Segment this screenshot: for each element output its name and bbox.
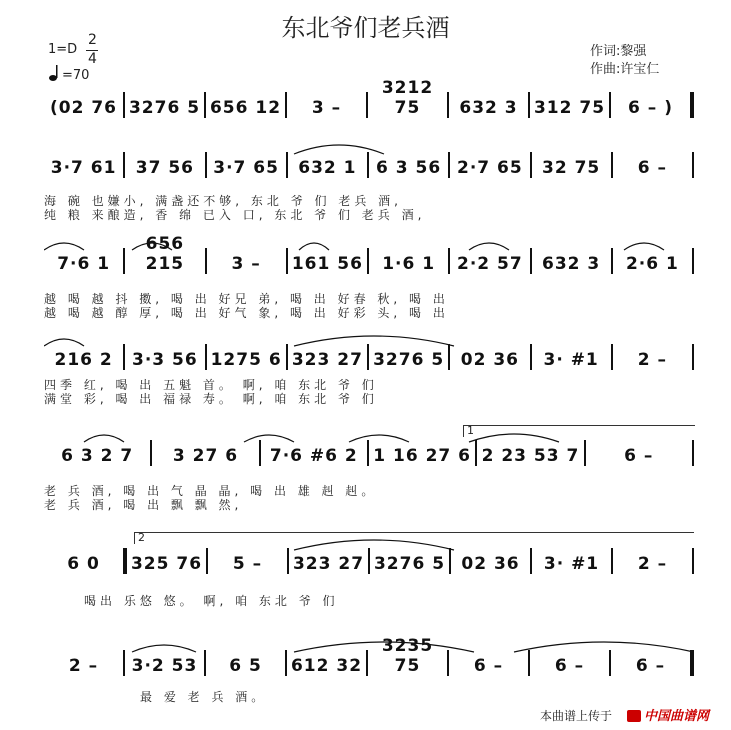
lyric-verse-2: 老 兵 酒, 喝 出 飘 飘 然,: [44, 498, 243, 512]
lyric-verse-2: 满堂 彩, 喝 出 福禄 寿。 啊, 咱 东北 爷 们: [44, 392, 378, 406]
measure: 632 1: [298, 158, 357, 178]
measure: 6 3 2 7: [61, 446, 134, 466]
measure: 3235 75: [381, 636, 434, 676]
upload-note: 本曲谱上传于: [540, 709, 613, 723]
measure: 3276 5: [373, 554, 446, 574]
measure: 3·3 56: [132, 350, 198, 370]
measure: 3276 5: [128, 98, 201, 118]
measure: 7·6 1: [57, 254, 111, 274]
measure: 7·6 #6 2: [269, 446, 358, 466]
measure: 6 –: [637, 158, 667, 178]
measure: 6 – ): [628, 98, 673, 118]
lyric-verse-2: 纯 粮 来酿造, 香 绵 已入 口, 东北 爷 们 老兵 酒,: [44, 208, 426, 222]
measure: 1 16 27 6: [373, 446, 472, 466]
measure: 6 –: [624, 446, 654, 466]
lyric-verse-2: 越 喝 越 醇 厚, 喝 出 好气 象, 喝 出 好彩 头, 喝 出: [44, 306, 449, 320]
measure: 6 3 56: [376, 158, 442, 178]
notes-row: [44, 344, 694, 370]
measure: 2 23 53 7: [481, 446, 580, 466]
site-logo-text: 中国曲谱网: [644, 709, 710, 724]
measure: 6 –: [554, 656, 585, 676]
measure: 632 3: [459, 98, 518, 118]
key-signature: 1=D: [48, 42, 78, 57]
measure: 6 –: [635, 656, 666, 676]
measure: (02 76: [49, 98, 117, 118]
measure: 2·6 1: [625, 254, 679, 274]
composer-credit: 作曲:许宝仁: [590, 62, 660, 77]
notes-row: [44, 636, 694, 676]
measure: 3·2 53: [131, 656, 198, 676]
notes-row: [44, 78, 694, 118]
volta-number-2: 2: [138, 531, 145, 544]
measure: 161 56: [291, 254, 363, 274]
measure: 323 27: [292, 554, 365, 574]
measure: 1·6 1: [382, 254, 436, 274]
measure: 2·2 57: [457, 254, 523, 274]
measure: 632 3: [542, 254, 601, 274]
measure: 6 5: [229, 656, 262, 676]
measure: 312 75: [533, 98, 606, 118]
lyricist-credit: 作词:黎强: [590, 44, 647, 59]
volta-bracket-2: [134, 532, 694, 533]
measure: 325 76: [130, 554, 203, 574]
notes-row: [44, 152, 694, 178]
lyric-verse-1: 喝出 乐悠 悠。 啊, 咱 东北 爷 们: [84, 594, 339, 608]
measure: 3· #1: [543, 554, 600, 574]
lyric-verse-1: 最 爱 老 兵 酒。: [140, 690, 268, 704]
measure: 02 36: [461, 554, 520, 574]
measure: 612 32: [290, 656, 363, 676]
lyric-verse-1: 越 喝 越 抖 擞, 喝 出 好兄 弟, 喝 出 好春 秋, 喝 出: [44, 292, 449, 306]
time-signature-top: 2: [88, 32, 97, 48]
time-signature-bottom: 4: [88, 51, 97, 67]
measure: 216 2: [54, 350, 113, 370]
lyric-verse-1: 四季 红, 喝 出 五魁 首。 啊, 咱 东北 爷 们: [44, 378, 378, 392]
measure: 2 –: [637, 350, 667, 370]
measure: 37 56: [135, 158, 194, 178]
measure: 6 –: [473, 656, 504, 676]
measure: 3212 75: [381, 78, 434, 118]
notes-row: [44, 440, 694, 466]
quarter-note-icon: [48, 64, 62, 86]
measure: 5 –: [232, 554, 263, 574]
measure: 6 0: [67, 554, 100, 574]
measure: 2 –: [68, 656, 99, 676]
measure: 3276 5: [373, 350, 445, 370]
measure: 3·7 61: [50, 158, 117, 178]
lyric-verse-1: 海 碗 也嫌小, 满盏还不够, 东北 爷 们 老兵 酒,: [44, 194, 402, 208]
measure: 32 75: [542, 158, 601, 178]
measure: 02 36: [460, 350, 519, 370]
lyric-verse-1: 老 兵 酒, 喝 出 气 晶 晶, 喝 出 雄 赳 赳。: [44, 484, 378, 498]
measure: 656 12: [209, 98, 282, 118]
tempo-marking: =70: [62, 68, 90, 83]
measure: 323 27: [291, 350, 363, 370]
measure: 3 –: [311, 98, 342, 118]
notes-row: [44, 234, 694, 274]
song-title: 东北爷们老兵酒: [281, 14, 450, 42]
measure: 656 215: [145, 234, 185, 274]
measure: 3 27 6: [172, 446, 239, 466]
volta-number-1: 1: [467, 424, 474, 437]
measure: 3· #1: [543, 350, 599, 370]
notes-row: [44, 548, 694, 574]
measure: 3·7 65: [213, 158, 279, 178]
logo-icon: [627, 710, 641, 722]
measure: 2·7 65: [457, 158, 523, 178]
site-logo[interactable]: [627, 705, 709, 724]
measure: 1275 6: [210, 350, 282, 370]
measure: 2 –: [637, 554, 668, 574]
measure: 3 –: [231, 254, 261, 274]
